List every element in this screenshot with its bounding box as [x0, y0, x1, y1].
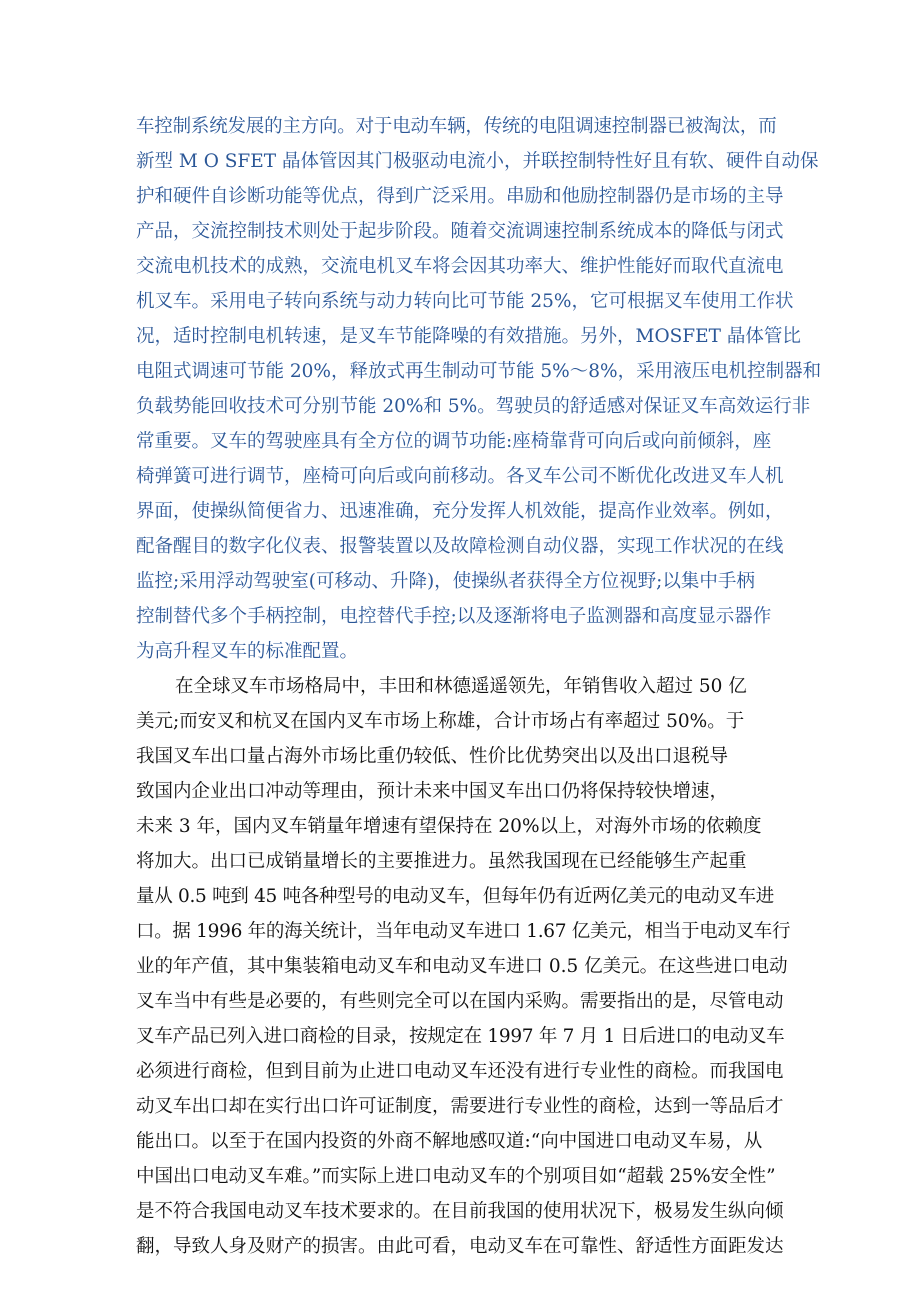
paragraph-line: 美元;而安叉和杭叉在国内叉车市场上称雄，合计市场占有率超过 50%。于: [136, 711, 745, 732]
paragraph-line: 能出口。以至于在国内投资的外商不解地感叹道:“向中国进口电动叉车易，从: [136, 1131, 763, 1152]
paragraph-line: 叉车产品已列入进口商检的目录，按规定在 1997 年 7 月 1 日后进口的电动叉车: [136, 1026, 785, 1047]
paragraph-line: 翻，导致人身及财产的损害。由此可看，电动叉车在可靠性、舒适性方面距发达: [136, 1236, 784, 1257]
paragraph-line: 机叉车。采用电子转向系统与动力转向比可节能 25%，它可根据叉车使用工作状: [136, 291, 794, 312]
paragraph-line: 在全球叉车市场格局中，丰田和林德遥遥领先，年销售收入超过 50 亿: [175, 676, 747, 697]
paragraph-line: 未来 3 年，国内叉车销量年增速有望保持在 20%以上，对海外市场的依赖度: [136, 816, 762, 837]
paragraph-line: 护和硬件自诊断功能等优点，得到广泛采用。串励和他励控制器仍是市场的主导: [136, 186, 784, 207]
paragraph-line: 量从 0.5 吨到 45 吨各种型号的电动叉车，但每年仍有近两亿美元的电动叉车进: [136, 886, 774, 907]
paragraph-line: 椅弹簧可进行调节，座椅可向后或向前移动。各叉车公司不断优化改进叉车人机: [136, 466, 784, 487]
paragraph-line: 况，适时控制电机转速，是叉车节能降噪的有效措施。另外，MOSFET 晶体管比: [136, 326, 801, 347]
paragraph-line: 致国内企业出口冲动等理由，预计未来中国叉车出口仍将保持较快增速，: [136, 781, 729, 802]
paragraph-line: 界面，使操纵简便省力、迅速准确，充分发挥人机效能，提高作业效率。例如，: [136, 501, 784, 522]
paragraph-line: 业的年产值，其中集装箱电动叉车和电动叉车进口 0.5 亿美元。在这些进口电动: [136, 956, 788, 977]
paragraph-line: 负载势能回收技术可分别节能 20%和 5%。驾驶员的舒适感对保证叉车高效运行非: [136, 396, 811, 417]
paragraph-line: 交流电机技术的成熟，交流电机叉车将会因其功率大、维护性能好而取代直流电: [136, 256, 784, 277]
paragraph-line: 是不符合我国电动叉车技术要求的。在目前我国的使用状况下，极易发生纵向倾: [136, 1201, 784, 1222]
paragraph-line: 动叉车出口却在实行出口许可证制度，需要进行专业性的商检，达到一等品后才: [136, 1096, 784, 1117]
paragraph-line: 监控;采用浮动驾驶室(可移动、升降)，使操纵者获得全方位视野;以集中手柄: [136, 571, 755, 592]
paragraph-line: 配备醒目的数字化仪表、报警装置以及故障检测自动仪器，实现工作状况的在线: [136, 536, 784, 557]
paragraph-line: 叉车当中有些是必要的，有些则完全可以在国内采购。需要指出的是，尽管电动: [136, 991, 784, 1012]
paragraph-line: 中国出口电动叉车难。”而实际上进口电动叉车的个别项目如“超载 25%安全性”: [136, 1166, 776, 1187]
paragraph-line: 口。据 1996 年的海关统计，当年电动叉车进口 1.67 亿美元，相当于电动叉车行: [136, 921, 791, 942]
paragraph-line: 必须进行商检，但到目前为止进口电动叉车还没有进行专业性的商检。而我国电: [136, 1061, 784, 1082]
paragraph-line: 将加大。出口已成销量增长的主要推进力。虽然我国现在已经能够生产起重: [136, 851, 747, 872]
paragraph-line: 新型 M O SFET 晶体管因其门极驱动电流小，并联控制特性好且有软、硬件自动保: [136, 151, 819, 172]
paragraph-line: 我国叉车出口量占海外市场比重仍较低、性价比优势突出以及出口退税导: [136, 746, 729, 767]
paragraph-line: 产品，交流控制技术则处于起步阶段。随着交流调速控制系统成本的降低与闭式: [136, 221, 784, 242]
paragraph-line: 控制替代多个手柄控制，电控替代手控;以及逐渐将电子监测器和高度显示器作: [136, 606, 772, 627]
paragraph-line: 常重要。叉车的驾驶座具有全方位的调节功能:座椅靠背可向后或向前倾斜，座: [136, 431, 772, 452]
paragraph-line: 车控制系统发展的主方向。对于电动车辆，传统的电阻调速控制器已被淘汰，而: [136, 116, 777, 137]
paragraph-line: 电阻式调速可节能 20%，释放式再生制动可节能 5%～8%，采用液压电机控制器和: [136, 361, 822, 382]
paragraph-line: 为高升程叉车的标准配置。: [136, 641, 359, 662]
